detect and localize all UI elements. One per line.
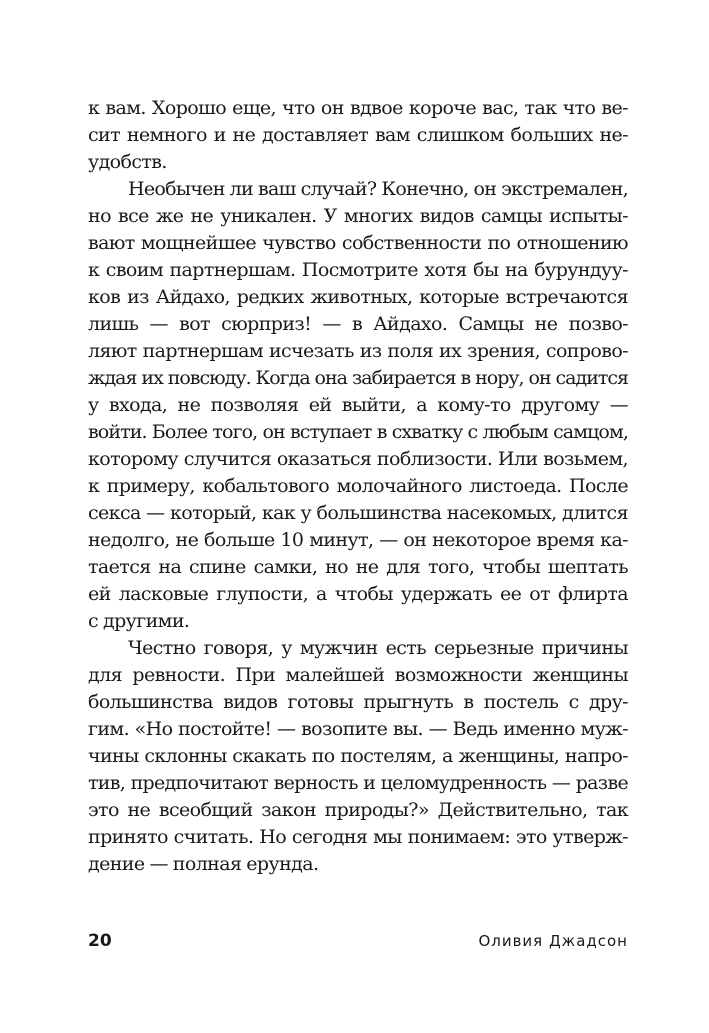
text-line: тается на спине самки, но не для того, чтобы шептать	[88, 556, 628, 578]
text-line: для ревности. При малейшей возможности женщины	[88, 664, 628, 686]
text-line: секса — который, как у большинства насекомых, длится	[88, 502, 628, 524]
text-line: войти. Более того, он вступает в схватку с любым самцом,	[88, 421, 628, 443]
text-line: ляют партнершам исчезать из поля их зрения, сопрово-	[88, 340, 628, 362]
running-head-author: Оливия Джадсон	[478, 932, 628, 950]
text-line: гим. «Но постойте! — возопите вы. — Ведь именно муж-	[88, 718, 628, 740]
text-line: к вам. Хорошо еще, что он вдвое короче вас, так что ве-	[88, 97, 628, 119]
text-line: это не всеобщий закон природы?» Действительно, так	[88, 799, 628, 821]
body-text	[88, 95, 628, 878]
text-line: удобств.	[88, 151, 167, 173]
text-line: ков из Айдахо, редких животных, которые встречаются	[88, 286, 628, 308]
text-line: тив, предпочитают верность и целомудренность — разве	[88, 772, 628, 794]
text-line: сит немного и не доставляет вам слишком больших не-	[88, 124, 628, 146]
text-line: к примеру, кобальтового молочайного листоеда. После	[88, 475, 628, 497]
text-line: дение — полная ерунда.	[88, 853, 319, 875]
text-line: ей ласковые глупости, а чтобы удержать ее от флирта	[88, 583, 628, 605]
text-line: ждая их повсюду. Когда она забирается в нору, он садится	[88, 367, 628, 389]
text-line: к своим партнершам. Посмотрите хотя бы на бурундуу-	[88, 259, 628, 281]
text-line: у входа, не позволяя ей выйти, а кому-то другому —	[88, 394, 628, 416]
text-line: но все же не уникален. У многих видов самцы испыты-	[88, 205, 628, 227]
text-line: с другими.	[88, 610, 190, 632]
text-line: лишь — вот сюрприз! — в Айдахо. Самцы не позво-	[88, 313, 628, 335]
text-line: Честно говоря, у мужчин есть серьезные причины	[128, 637, 628, 659]
text-line: большинства видов готовы прыгнуть в постель с дру-	[88, 691, 628, 713]
page-number: 20	[88, 931, 112, 951]
text-line: Необычен ли ваш случай? Конечно, он экстремален,	[128, 178, 628, 200]
text-line: чины склонны скакать по постелям, а женщины, напро-	[88, 745, 628, 767]
page-footer	[88, 931, 628, 957]
text-line: вают мощнейшее чувство собственности по отношению	[88, 232, 628, 254]
text-line: принято считать. Но сегодня мы понимаем: это утверж-	[88, 826, 628, 848]
text-line: недолго, не больше 10 минут, — он некоторое время ка-	[88, 529, 628, 551]
text-line: которому случится оказаться поблизости. Или возьмем,	[88, 448, 628, 470]
